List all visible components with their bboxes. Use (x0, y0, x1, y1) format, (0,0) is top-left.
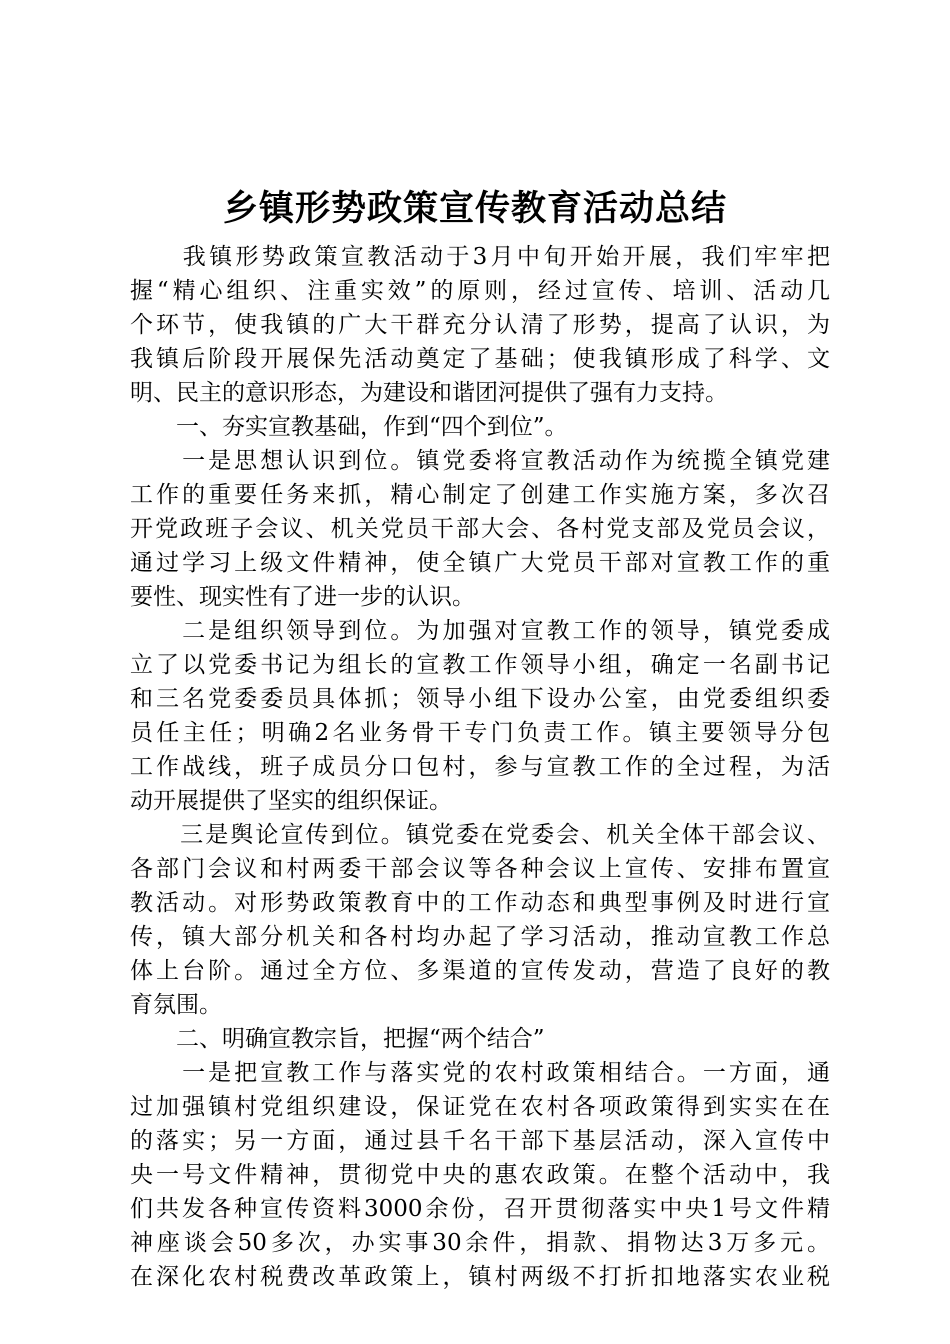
body-text-line: 工作的重要任务来抓，精心制定了创建工作实施方案，多次召 (130, 482, 830, 508)
body-text-line: 握“精心组织、注重实效”的原则，经过宣传、培训、活动几 (130, 278, 830, 304)
body-text-line: 一是思想认识到位。镇党委将宣教活动作为统揽全镇党建 (130, 448, 830, 474)
body-text-line: 三是舆论宣传到位。镇党委在党委会、机关全体干部会议、 (130, 822, 830, 848)
document-body (130, 240, 830, 1294)
body-text-line: 动开展提供了坚实的组织保证。 (130, 788, 452, 814)
body-text-line: 二是组织领导到位。为加强对宣教工作的领导，镇党委成 (130, 618, 830, 644)
body-text-line: 工作战线，班子成员分口包村，参与宣教工作的全过程，为活 (130, 754, 830, 780)
body-text-line: 开党政班子会议、机关党员干部大会、各村党支部及党员会议， (130, 516, 830, 542)
body-text-line: 通过学习上级文件精神，使全镇广大党员干部对宣教工作的重 (130, 550, 830, 576)
body-text-line: 央一号文件精神，贯彻党中央的惠农政策。在整个活动中，我 (130, 1162, 830, 1188)
body-text-line: 我镇形势政策宣教活动于3月中旬开始开展，我们牢牢把 (130, 244, 830, 270)
body-text-line: 各部门会议和村两委干部会议等各种会议上宣传、安排布置宣 (130, 856, 830, 882)
body-text-line: 在深化农村税费改革政策上，镇村两级不打折扣地落实农业税 (130, 1264, 830, 1290)
body-text-line: 二、明确宣教宗旨，把握“两个结合” (130, 1026, 545, 1052)
body-text-line: 明、民主的意识形态，为建设和谐团河提供了强有力支持。 (130, 380, 728, 406)
body-text-line: 神座谈会50多次，办实事30余件，捐款、捐物达3万多元。 (130, 1230, 830, 1256)
body-text-line: 的落实；另一方面，通过县千名干部下基层活动，深入宣传中 (130, 1128, 830, 1154)
body-text-line: 和三名党委委员具体抓；领导小组下设办公室，由党委组织委 (130, 686, 830, 712)
body-text-line: 育氛围。 (130, 992, 222, 1018)
body-text-line: 教活动。对形势政策教育中的工作动态和典型事例及时进行宣 (130, 890, 830, 916)
body-text-line: 体上台阶。通过全方位、多渠道的宣传发动，营造了良好的教 (130, 958, 830, 984)
body-text-line: 一、夯实宣教基础，作到“四个到位”。 (130, 414, 568, 440)
body-text-line: 一是把宣教工作与落实党的农村政策相结合。一方面，通 (130, 1060, 830, 1086)
body-text-line: 我镇后阶段开展保先活动奠定了基础；使我镇形成了科学、文 (130, 346, 830, 372)
body-text-line: 传，镇大部分机关和各村均办起了学习活动，推动宣教工作总 (130, 924, 830, 950)
document-title: 乡镇形势政策宣传教育活动总结 (222, 189, 727, 229)
body-text-line: 员任主任；明确2名业务骨干专门负责工作。镇主要领导分包 (130, 720, 830, 746)
body-text-line: 立了以党委书记为组长的宣教工作领导小组，确定一名副书记 (130, 652, 830, 678)
body-text-line: 个环节，使我镇的广大干群充分认清了形势，提高了认识，为 (130, 312, 830, 338)
body-text-line: 过加强镇村党组织建设，保证党在农村各项政策得到实实在在 (130, 1094, 830, 1120)
body-text-line: 们共发各种宣传资料3000余份，召开贯彻落实中央1号文件精 (130, 1196, 830, 1222)
body-text-line: 要性、现实性有了进一步的认识。 (130, 584, 475, 610)
